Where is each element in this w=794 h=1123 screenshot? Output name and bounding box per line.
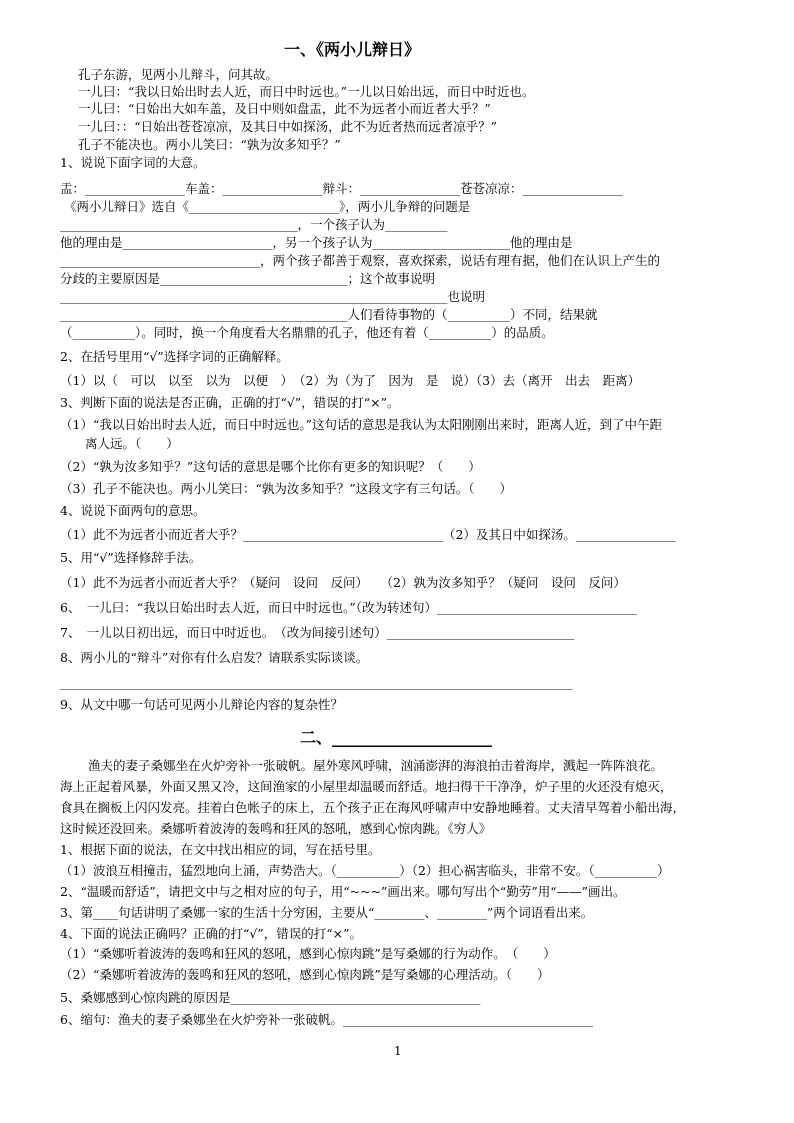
passage1-line: 一儿曰：“我以日始出时去人近，而日中时远也。”一儿以日始出远，而日中时近也。 <box>78 84 535 99</box>
passage2-line: 渔夫的妻子桑娜坐在火炉旁补一张破帆。屋外寒风呼啸，汹涌澎湃的海浪拍击着海岸，溅起一阵阵浪花。 <box>88 758 664 773</box>
question-line: 3、第____句话讲明了桑娜一家的生活十分穷困，主要从“________、________”两个词语看出来。 <box>60 905 594 920</box>
question-line: 5、桑娜感到心惊肉跳的原因是________________________________________ <box>60 990 481 1005</box>
passage1-line: 孔子不能决也。两小儿笑曰：“孰为汝多知乎？” <box>78 137 341 152</box>
question-line: 6、缩句：渔夫的妻子桑娜坐在火炉旁补一张破帆。________________________________________ <box>60 1012 593 1027</box>
question-line: 4、下面的说法正确吗？正确的打“√”，错误的打“×”。 <box>60 926 362 941</box>
question-line: ______________________________________________人们看待事物的（__________）不同，结果就 <box>60 307 598 322</box>
question-line: （1）“我以日始出时去人近，而日中时远也。”这句话的意思是我认为太阳刚刚出来时，距离人近，到了中午距 <box>60 417 662 432</box>
section1-title: 一、《两小儿辩日》 <box>284 40 421 59</box>
question-line: 盂：________________车盖：________________辩斗：________________苍苍凉凉：________________ <box>60 181 623 196</box>
question-line: （1）波浪互相撞击，猛烈地向上涌，声势浩大。（__________）（2）担心祸害临头，非常不安。（__________） <box>60 863 670 878</box>
question-line: ______________________________________________________________也说明 <box>60 289 486 304</box>
passage2-line: 这时候还没回来。桑娜听着波涛的轰鸣和狂风的怒吼，感到心惊肉跳。《穷人》 <box>60 821 492 836</box>
question-line: 2、“温暖而舒适”，请把文中与之相对应的句子，用“~~~”画出来。哪句写出个“勤劳”用“——”画出。 <box>60 884 626 899</box>
question-line: 《两小儿辩日》选自《________________________》，两小儿争辩的问题是 <box>64 199 471 214</box>
answer-line: __________________________________________________________________________________ <box>60 675 573 690</box>
question-line: 7、 一儿以日初出远，而日中时近也。 （改为间接引述句）______________________________ <box>60 625 575 640</box>
question-line: 1、根据下面的说法，在文中找出相应的词，写在括号里。 <box>60 842 381 857</box>
question-line: 3、判断下面的说法是否正确，正确的打“√”，错误的打“×”。 <box>60 395 400 410</box>
question-line: 离人远。（ ） <box>60 436 179 451</box>
question-line: ________________________________，两个孩子都善于观察，喜欢探索，说话有理有据，他们在认识上产生的 <box>60 253 661 268</box>
question-line: 4、说说下面两句的意思。 <box>60 503 206 518</box>
question-line: 6、 一儿曰：“我以日始出时去人近，而日中时远也。”（改为转述句）________________________________ <box>60 600 637 615</box>
page-number: 1 <box>394 1044 402 1058</box>
question-line: （1）“桑娜听着波涛的轰鸣和狂风的怒吼，感到心惊肉跳”是写桑娜的行为动作。 （ ） <box>60 946 556 961</box>
question-line: 5、用“√”选择修辞手法。 <box>60 550 202 565</box>
question-line: （1）此不为远者小而近者大乎？（疑问 设问 反问） （2）孰为汝多知乎？（疑问 设问 反问） <box>60 575 626 590</box>
passage1-line: 一儿曰：：“日始出苍苍凉凉，及其日中如探汤，此不为近者热而远者凉乎？” <box>78 119 498 134</box>
question-line: （2）“孰为汝多知乎？”这句话的意思是哪个比你有更多的知识呢？（ ） <box>60 459 481 474</box>
question-line: 1、说说下面字词的大意。 <box>60 155 206 170</box>
question-line: （1）以（ 可以 以至 以为 以便 ） （2）为（为了 因为 是 说）（3）去（离开 出去 距离） <box>60 373 641 388</box>
passage1-line: 一儿曰：“日始出大如车盖，及日中则如盘盂，此不为远者小而近者大乎？” <box>78 101 491 116</box>
question-line: 分歧的主要原因是______________________________；这个故事说明 <box>60 271 436 286</box>
passage1-line: 孔子东游，见两小儿辩斗，问其故。 <box>78 67 279 82</box>
question-line: （2）“桑娜听着波涛的轰鸣和狂风的怒吼，感到心惊肉跳”是写桑娜的心理活动。（ ） <box>60 967 550 982</box>
question-line: （3）孔子不能决也。两小儿笑曰：“孰为汝多知乎？”这段文字有三句话。（ ） <box>60 481 512 496</box>
question-line: 他的理由是________________________，另一个孩子认为______________________他的理由是 <box>60 235 573 250</box>
section2-title: 二、____________________ <box>300 728 493 747</box>
question-line: （1）此不为远者小而近者大乎？________________________________（2）及其日中如探汤。________________ <box>60 527 676 542</box>
question-line: （__________）。同时，换一个角度看大名鼎鼎的孔子，他还有着（__________）的品质。 <box>60 325 554 340</box>
question-line: 8、两小儿的“辩斗”对你有什么启发？请联系实际谈谈。 <box>60 650 369 665</box>
question-line: 9、从文中哪一句话可见两小儿辩论内容的复杂性？ <box>60 697 343 712</box>
question-line: 2、在括号里用“√”选择字词的正确解释。 <box>60 349 289 364</box>
passage2-line: 海上正起着风暴，外面又黑又冷，这间渔家的小屋里却温暖而舒适。地扫得干干净净，炉子里的火还没有熄灭， <box>60 779 673 794</box>
question-line: ______________________________________，一个孩子认为__________ <box>60 217 448 232</box>
passage2-line: 食具在搁板上闪闪发亮。挂着白色帐子的床上，五个孩子正在海风呼啸声中安静地睡着。丈夫清早驾着小船出海， <box>60 800 686 815</box>
